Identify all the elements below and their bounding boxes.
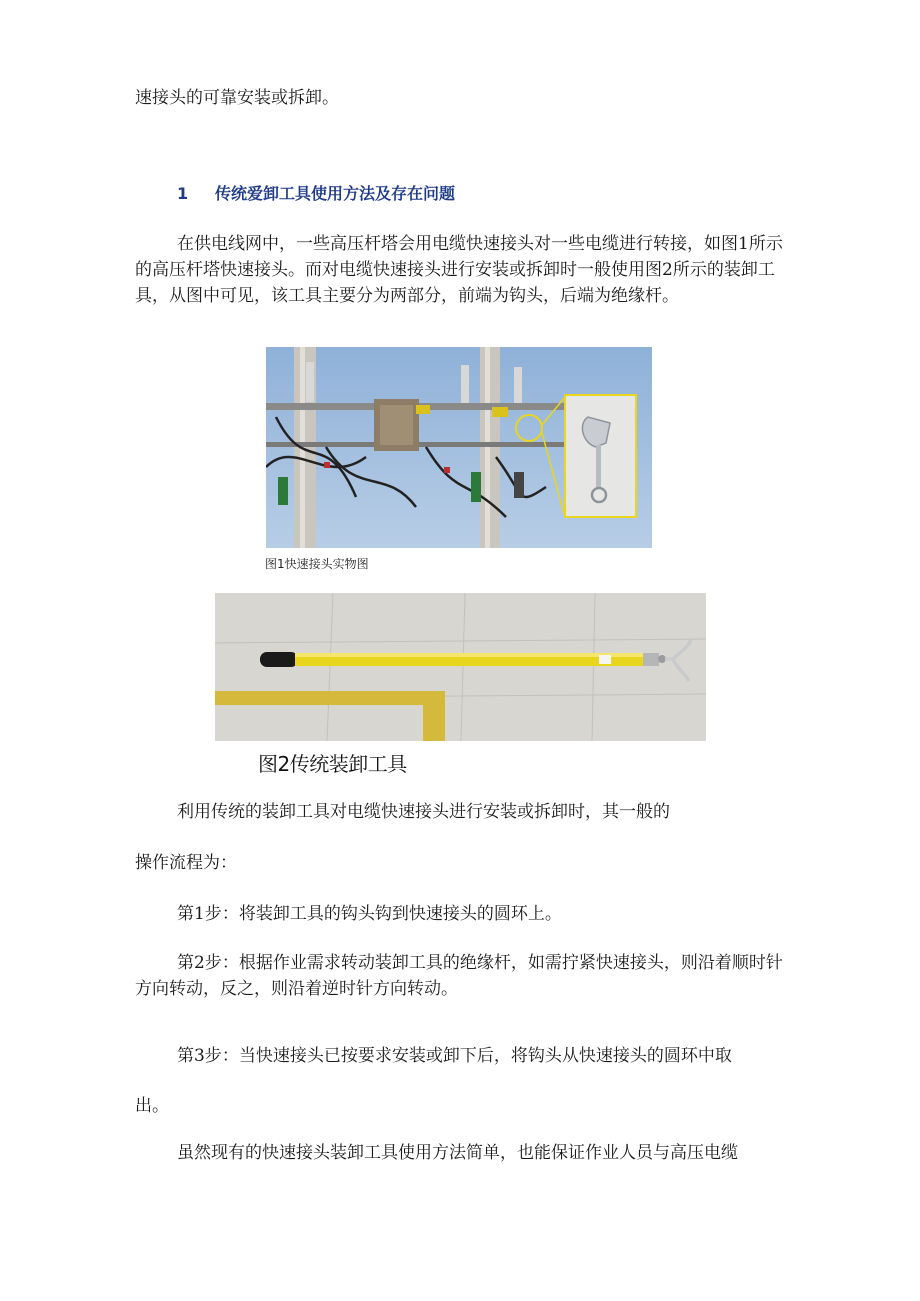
- figure-1-caption: 图1快速接头实物图: [265, 557, 369, 571]
- section-heading: [177, 181, 455, 204]
- figure-1-photo: [266, 347, 652, 548]
- figure-2-photo: [215, 593, 706, 741]
- paragraph-procedure-line2: 操作流程为：: [135, 853, 237, 873]
- section-title: 传统爱卸工具使用方法及存在问题: [215, 184, 456, 203]
- step-2: 第2步：根据作业需求转动装卸工具的绝缘杆，如需拧紧快速接头，则沿着顺时针方向转动，反之，则沿着逆时针方向转动。: [135, 953, 783, 999]
- quick-connector-photo: [266, 347, 652, 548]
- step-1: 第1步：将装卸工具的钩头钩到快速接头的圆环上。: [177, 904, 562, 924]
- section-number: 1: [177, 184, 189, 203]
- insulated-pole-tool-photo: [215, 593, 706, 741]
- figure-2-caption: 图2传统装卸工具: [258, 752, 407, 776]
- step-3-line2: 出。: [135, 1096, 169, 1116]
- continued-text: 速接头的可靠安装或拆卸。: [135, 88, 339, 108]
- step-3-line1: 第3步：当快速接头已按要求安装或卸下后，将钩头从快速接头的圆环中取: [177, 1046, 732, 1066]
- paragraph-procedure-line1: 利用传统的装卸工具对电缆快速接头进行安装或拆卸时，其一般的: [177, 802, 670, 822]
- paragraph-conclusion: 虽然现有的快速接头装卸工具使用方法简单，也能保证作业人员与高压电缆: [177, 1143, 738, 1163]
- paragraph-intro: 在供电线网中，一些高压杆塔会用电缆快速接头对一些电缆进行转接，如图1所示的高压杆塔快速接头。而对电缆快速接头进行安装或拆卸时一般使用图2所示的装卸工具，从图中可见，该工具主要分为两部分，前端为钩头，后端为绝缘杆。: [135, 234, 783, 306]
